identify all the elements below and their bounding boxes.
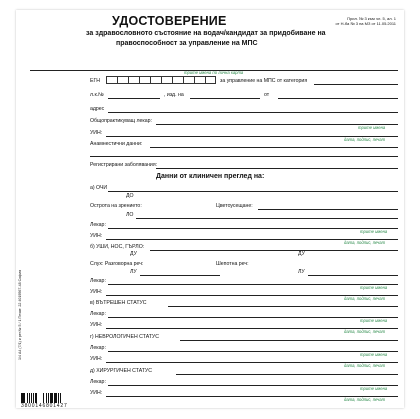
egn-digit-box[interactable] [183, 76, 194, 84]
gp-uin-label: УИН: [90, 130, 103, 136]
issued-by-field[interactable] [278, 98, 398, 99]
egn-label: ЕГН [90, 78, 101, 84]
egn-digit-box[interactable] [161, 76, 172, 84]
neuro-sign-hint: дата, подпис, печат [344, 363, 386, 368]
ent-field[interactable] [150, 250, 398, 251]
eyes-doctor-label: Лекар: [90, 222, 106, 228]
ent-doctor-field[interactable] [108, 284, 398, 285]
id-card-label: л.к.№ [90, 92, 104, 98]
egn-digit-box[interactable] [128, 76, 139, 84]
gp-sign-hint: дата, подпис, печат [344, 137, 386, 142]
egn-digit-box[interactable] [106, 76, 117, 84]
eyes-sign-hint: дата, подпис, печат [344, 240, 386, 245]
surgical-doctor-hint: трите имена [360, 386, 388, 391]
acuity-label: Острота на зрението: [90, 203, 142, 209]
address-label: адрес [90, 106, 105, 112]
speech-label: Слух: Разговорна реч: [90, 261, 144, 267]
right-eye-label: ДО [126, 193, 134, 199]
colour-label: Цветоусещане: [216, 203, 253, 209]
neuro-status-label: г) НЕВРОЛОГИЧЕН СТАТУС [90, 334, 159, 340]
surgical-doctor-label: Лекар: [90, 379, 106, 385]
address-field[interactable] [108, 112, 398, 113]
anamnesis-field-1[interactable] [150, 147, 398, 148]
surgical-status-field[interactable] [176, 374, 398, 375]
anamnesis-label: Анамнестични данни: [90, 141, 143, 147]
surgical-doctor-field[interactable] [108, 385, 398, 386]
eyes-uin-label: УИН: [90, 233, 103, 239]
category-field[interactable] [314, 84, 398, 85]
ent-sign-hint: дата, подпис, печат [344, 296, 386, 301]
surgical-uin-label: УИН: [90, 390, 103, 396]
full-name-hint: трите имена по лична карта [184, 70, 244, 75]
left-eye-field[interactable] [136, 218, 398, 219]
eyes-label: а) ОЧИ [90, 185, 108, 191]
colour-field[interactable] [258, 209, 398, 210]
egn-digit-box[interactable] [205, 76, 216, 84]
certificate-form [16, 10, 404, 408]
printing-info-side-text: 1/4 А4 (7/1) и рег.№ 5 / 1 Печат: 22 4019567-48 София [18, 269, 22, 360]
gp-name-hint: трите имена [358, 125, 386, 130]
right-ear-label-2: ДУ [298, 251, 305, 257]
issued-label: , изд. на [164, 92, 184, 98]
anamnesis-field-2[interactable] [90, 156, 398, 157]
eyes-field[interactable] [108, 191, 398, 192]
neuro-doctor-label: Лекар: [90, 345, 106, 351]
neuro-status-field[interactable] [180, 340, 398, 341]
ent-uin-label: УИН: [90, 289, 103, 295]
diseases-label: Регистрирани заболявания: [90, 162, 158, 168]
form-title: УДОСТОВЕРЕНИЕ [112, 14, 227, 28]
surgical-sign-hint: дата, подпис, печат [344, 397, 386, 402]
neuro-uin-label: УИН: [90, 356, 103, 362]
gp-label: Общопрактикуващ лекар: [90, 118, 153, 124]
egn-digit-box[interactable] [172, 76, 183, 84]
left-ear-label: ЛУ [130, 269, 137, 275]
eyes-doctor-field[interactable] [108, 228, 398, 229]
ent-label: б) УШИ, НОС, ГЪРЛО: [90, 244, 145, 250]
whisper-label: Шепотна реч: [216, 261, 249, 267]
issued-by-label: от [264, 92, 270, 98]
ent-doctor-hint: трите имена [360, 285, 388, 290]
egn-digit-box[interactable] [150, 76, 161, 84]
exam-heading: Данни от клиничен преглед на: [156, 173, 265, 180]
internal-status-field[interactable] [168, 306, 398, 307]
issued-date-field[interactable] [190, 98, 260, 99]
barcode-image [21, 393, 85, 403]
neuro-doctor-hint: трите имена [360, 352, 388, 357]
category-label: за управление на МПС от категория [220, 78, 308, 84]
eyes-doctor-hint: трите имена [360, 229, 388, 234]
left-ear-field[interactable] [140, 275, 220, 276]
internal-doctor-hint: трите имена [360, 318, 388, 323]
regulation-reference-2: от Н-ба № 3 на МЗ от 11.05.2011 [335, 21, 396, 26]
internal-doctor-label: Лекар: [90, 311, 106, 317]
internal-doctor-field[interactable] [108, 317, 398, 318]
right-ear-label: ДУ [130, 251, 137, 257]
left-ear-label-2: ЛУ [298, 269, 305, 275]
egn-digit-box[interactable] [117, 76, 128, 84]
regulation-reference-1: Прил. № 3 към чл. 5, ал. 1 [347, 16, 396, 21]
egn-digit-box[interactable] [194, 76, 205, 84]
egn-digit-box[interactable] [139, 76, 150, 84]
form-subtitle-line-2: правоспособност за управление на МПС [116, 40, 258, 47]
left-ear-field-2[interactable] [308, 275, 398, 276]
id-card-field[interactable] [108, 98, 160, 99]
internal-sign-hint: дата, подпис, печат [344, 329, 386, 334]
internal-status-label: в) ВЪТРЕШЕН СТАТУС [90, 300, 147, 306]
surgical-status-label: д) ХИРУРГИЧЕН СТАТУС [90, 368, 152, 374]
form-subtitle-line-1: за здравословното състояние на водач/кандидат за придобиване на [86, 30, 326, 37]
neuro-doctor-field[interactable] [108, 351, 398, 352]
diseases-field[interactable] [156, 168, 398, 169]
ent-doctor-label: Лекар: [90, 278, 106, 284]
internal-uin-label: УИН: [90, 322, 103, 328]
left-eye-label: ЛО [126, 212, 134, 218]
barcode-number: 3800146801427 [21, 403, 68, 409]
